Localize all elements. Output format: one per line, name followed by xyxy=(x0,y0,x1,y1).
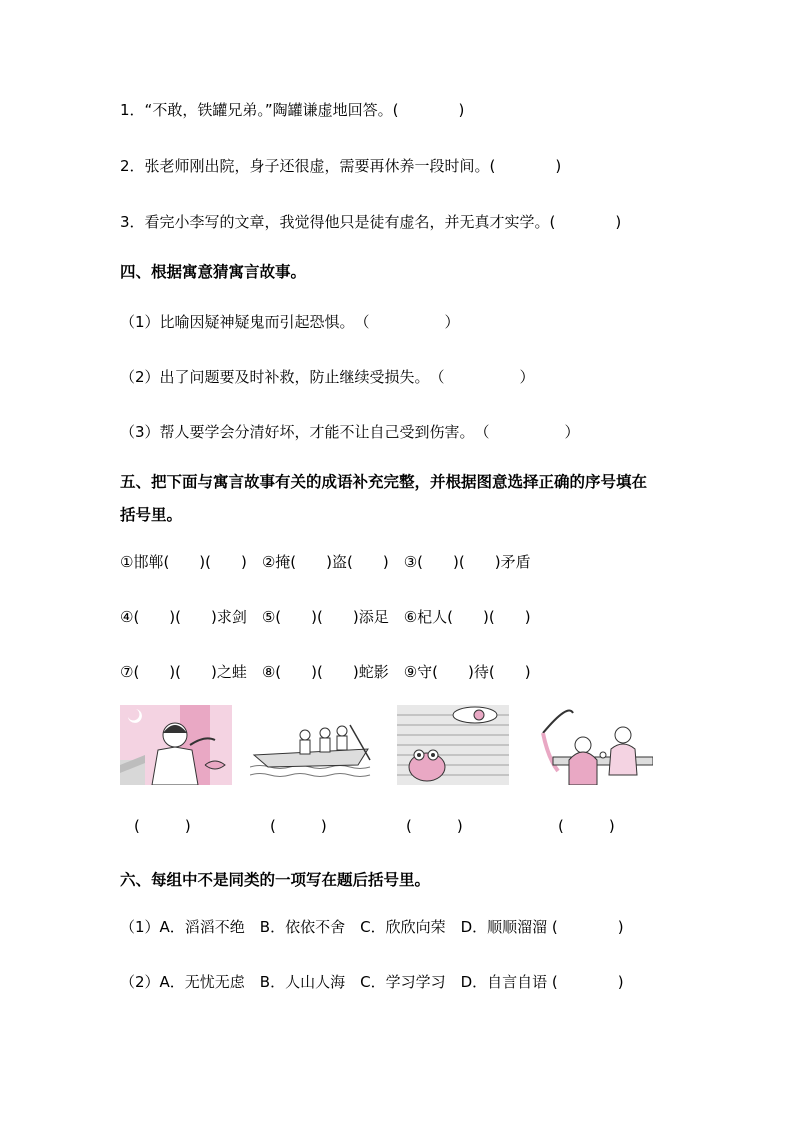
fable-item-2: （2）出了问题要及时补救，防止继续受损失。 （ ） xyxy=(120,368,535,386)
section-4-heading: 四、根据寓意猜寓言故事。 xyxy=(120,263,307,281)
section-5-heading-line1: 五、把下面与寓言故事有关的成语补充完整，并根据图意选择正确的序号填在 xyxy=(120,473,648,491)
group-item-2: （2）A．无忧无虑 B．人山人海 C．学习学习 D．自言自语 ( ) xyxy=(120,973,624,991)
fable-item-1: （1）比喻因疑神疑鬼而引起恐惧。 （ ） xyxy=(120,313,460,331)
section-6-heading: 六、每组中不是同类的一项写在题后括号里。 xyxy=(120,871,431,889)
answer-blank-4[interactable]: ( ) xyxy=(558,817,615,835)
illustration-boat xyxy=(250,705,374,785)
question-item-2: 2．张老师刚出院，身子还很虚，需要再休养一段时间。( ) xyxy=(120,157,562,175)
idiom-row-3: ⑦( )( )之蛙 ⑧( )( )蛇影 ⑨守( )待( ) xyxy=(120,663,531,681)
illustration-sky-worry xyxy=(120,705,232,785)
illustration-bow-cup xyxy=(533,705,653,785)
illustration-row xyxy=(0,705,794,787)
answer-blank-2[interactable]: ( ) xyxy=(270,817,327,835)
section-5-heading-line2: 括号里。 xyxy=(120,506,183,524)
illustration-frog-well xyxy=(397,705,509,785)
answer-blank-3[interactable]: ( ) xyxy=(406,817,463,835)
idiom-row-2: ④( )( )求剑 ⑤( )( )添足 ⑥杞人( )( ) xyxy=(120,608,531,626)
question-item-3: 3．看完小李写的文章，我觉得他只是徒有虚名，并无真才实学。( ) xyxy=(120,213,622,231)
answer-blank-1[interactable]: ( ) xyxy=(134,817,191,835)
idiom-row-1: ①邯郸( )( ) ②掩( )盗( ) ③( )( )矛盾 xyxy=(120,553,531,571)
group-item-1: （1）A．滔滔不绝 B．依依不舍 C．欣欣向荣 D．顺顺溜溜 ( ) xyxy=(120,918,624,936)
fable-item-3: （3）帮人要学会分清好坏，才能不让自己受到伤害。 （ ） xyxy=(120,423,580,441)
question-item-1: 1．“不敢，铁罐兄弟。”陶罐谦虚地回答。( ) xyxy=(120,101,465,119)
